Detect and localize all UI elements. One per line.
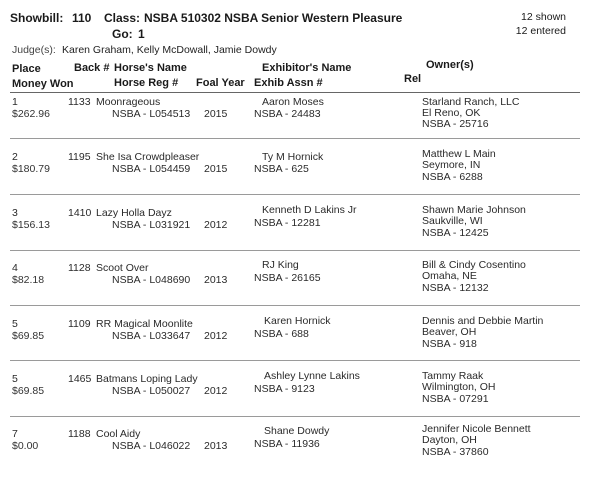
owner-name: Jennifer Nicole Bennett: [422, 423, 531, 435]
owner-assn: NSBA - 918: [422, 338, 477, 350]
horse-name: She Isa Crowdpleaser: [96, 151, 200, 163]
money-won: $82.18: [12, 274, 45, 286]
owner-name: Tammy Raak: [422, 370, 484, 382]
col-place: Place: [12, 63, 41, 75]
exhibitor-name: Aaron Moses: [262, 96, 324, 108]
place: 1: [12, 96, 18, 108]
foal-year: 2015: [204, 108, 228, 120]
owner-city: El Reno, OK: [422, 107, 481, 119]
row-divider: [10, 194, 580, 195]
table-row: [0, 94, 600, 150]
foal-year: 2013: [204, 274, 228, 286]
col-owners: Owner(s): [426, 59, 474, 71]
exhib-assn: NSBA - 12281: [254, 217, 321, 229]
horse-reg: NSBA - L033647: [112, 330, 191, 342]
money-won: $180.79: [12, 163, 50, 175]
owner-city: Omaha, NE: [422, 270, 477, 282]
table-row: [0, 205, 600, 261]
col-horse-reg: Horse Reg #: [114, 77, 179, 89]
back-number: 1133: [68, 96, 91, 108]
horse-name: Lazy Holla Dayz: [96, 207, 172, 219]
header-divider: [10, 92, 580, 93]
showbill-number: 110: [72, 11, 92, 25]
place: 5: [12, 318, 18, 330]
back-number: 1109: [68, 318, 91, 330]
foal-year: 2012: [204, 385, 228, 397]
horse-name: Cool Aidy: [96, 428, 141, 440]
class-label: Class:: [104, 11, 141, 25]
horse-name: Scoot Over: [96, 262, 149, 274]
entered-count: 12 entered: [515, 25, 566, 37]
money-won: $69.85: [12, 330, 45, 342]
go-number: 1: [138, 27, 145, 41]
horse-reg: NSBA - L031921: [112, 219, 191, 231]
horse-reg: NSBA - L046022: [112, 440, 191, 452]
horse-reg: NSBA - L054459: [112, 163, 191, 175]
col-money-won: Money Won: [12, 78, 74, 90]
row-divider: [10, 305, 580, 306]
showbill-label: Showbill:: [10, 11, 64, 25]
foal-year: 2012: [204, 330, 228, 342]
owner-assn: NSBA - 6288: [422, 171, 483, 183]
owner-city: Dayton, OH: [422, 434, 477, 446]
exhib-assn: NSBA - 688: [254, 328, 309, 340]
col-exhibitor-name: Exhibitor's Name: [262, 62, 352, 74]
owner-city: Beaver, OH: [422, 326, 477, 338]
owner-name: Dennis and Debbie Martin: [422, 315, 544, 327]
exhibitor-name: Shane Dowdy: [264, 425, 330, 437]
foal-year: 2013: [204, 440, 228, 452]
row-divider: [10, 360, 580, 361]
place: 2: [12, 151, 18, 163]
back-number: 1465: [68, 373, 92, 385]
col-rel: Rel: [404, 73, 422, 85]
owner-assn: NSBA - 25716: [422, 118, 489, 130]
horse-name: RR Magical Moonlite: [96, 318, 193, 330]
back-number: 1128: [68, 262, 91, 274]
exhib-assn: NSBA - 24483: [254, 108, 321, 120]
place: 5: [12, 373, 18, 385]
horse-name: Batmans Loping Lady: [96, 373, 198, 385]
judges-names: Karen Graham, Kelly McDowall, Jamie Dowdy: [62, 44, 277, 56]
table-row: [0, 149, 600, 205]
horse-reg: NSBA - L050027: [112, 385, 191, 397]
owner-name: Shawn Marie Johnson: [422, 204, 526, 216]
owner-name: Bill & Cindy Cosentino: [422, 259, 526, 271]
owner-city: Seymore, IN: [422, 159, 481, 171]
money-won: $69.85: [12, 385, 45, 397]
col-horse-name: Horse's Name: [114, 62, 187, 74]
row-divider: [10, 250, 580, 251]
foal-year: 2012: [204, 219, 228, 231]
table-row: [0, 423, 600, 482]
horse-reg: NSBA - L054513: [112, 108, 191, 120]
exhib-assn: NSBA - 11936: [254, 438, 320, 450]
exhibitor-name: Ashley Lynne Lakins: [264, 370, 360, 382]
exhibitor-name: Kenneth D Lakins Jr: [262, 204, 357, 216]
owner-name: Matthew L Main: [422, 148, 496, 160]
class-name: NSBA 510302 NSBA Senior Western Pleasure: [144, 11, 403, 25]
row-divider: [10, 138, 580, 139]
table-row: [0, 260, 600, 316]
exhib-assn: NSBA - 625: [254, 163, 309, 175]
owner-name: Starland Ranch, LLC: [422, 96, 520, 108]
col-exhib-assn: Exhib Assn #: [254, 77, 323, 89]
place: 4: [12, 262, 18, 274]
table-row: [0, 371, 600, 427]
row-divider: [10, 416, 580, 417]
owner-city: Saukville, WI: [422, 215, 483, 227]
owner-assn: NSBA - 12425: [422, 227, 489, 239]
place: 3: [12, 207, 18, 219]
back-number: 1410: [68, 207, 92, 219]
horse-reg: NSBA - L048690: [112, 274, 191, 286]
go-label: Go:: [112, 27, 133, 41]
back-number: 1195: [68, 151, 91, 163]
owner-assn: NSBA - 07291: [422, 393, 489, 405]
exhibitor-name: RJ King: [262, 259, 299, 271]
money-won: $262.96: [12, 108, 50, 120]
judges-label: Judge(s):: [12, 44, 56, 56]
exhib-assn: NSBA - 9123: [254, 383, 315, 395]
col-back-num: Back #: [74, 62, 110, 74]
table-row: [0, 316, 600, 372]
foal-year: 2015: [204, 163, 228, 175]
back-number: 1188: [68, 428, 91, 440]
place: 7: [12, 428, 18, 440]
owner-assn: NSBA - 37860: [422, 446, 489, 458]
shown-count: 12 shown: [521, 11, 566, 23]
col-foal-year: Foal Year: [196, 77, 245, 89]
horse-name: Moonrageous: [96, 96, 161, 108]
owner-assn: NSBA - 12132: [422, 282, 489, 294]
owner-city: Wilmington, OH: [422, 381, 496, 393]
exhibitor-name: Karen Hornick: [264, 315, 331, 327]
exhib-assn: NSBA - 26165: [254, 272, 321, 284]
exhibitor-name: Ty M Hornick: [262, 151, 324, 163]
money-won: $0.00: [12, 440, 39, 452]
money-won: $156.13: [12, 219, 50, 231]
